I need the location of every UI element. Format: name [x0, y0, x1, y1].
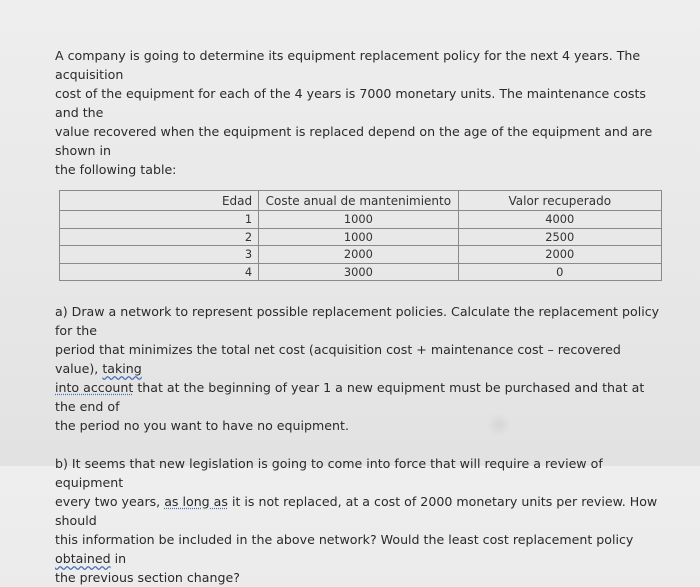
table-row	[60, 211, 662, 229]
part-a-line-1: a) Draw a network to represent possible replacement policies. Calculate the replacement policy for the	[55, 304, 660, 338]
part-b-line-2b: it is not replaced, at a cost of 2000 monetary units per review. How should	[55, 494, 658, 528]
part-a-line-4: the period no you want to have no equipment.	[55, 418, 349, 433]
cost-table	[59, 190, 662, 281]
cell-maintenance: 2000	[259, 246, 458, 264]
part-b-line-3b: in	[114, 551, 127, 566]
part-b-line-2a: every two years,	[55, 494, 161, 509]
intro-line-4: the following table:	[55, 162, 177, 177]
background-smudge	[488, 412, 510, 438]
cell-maintenance: 1000	[259, 211, 458, 229]
cell-recovered: 2500	[458, 228, 661, 246]
intro-line-2: cost of the equipment for each of the 4 years is 7000 monetary units. The maintenance costs and the	[55, 86, 646, 120]
table-header-row	[60, 191, 662, 211]
part-b-line-3: this information be included in the above network? Would the least cost replacement policy	[55, 532, 634, 547]
cell-recovered: 0	[458, 263, 661, 281]
cell-recovered: 2000	[458, 246, 661, 264]
part-b-paragraph	[55, 454, 665, 587]
table-row	[60, 263, 662, 281]
header-edad: Edad	[60, 191, 259, 211]
part-b-underlined-as-long-as: as long as	[164, 494, 228, 509]
table-row	[60, 246, 662, 264]
part-a-underlined-taking: taking	[102, 361, 142, 376]
header-recovered: Valor recuperado	[458, 191, 661, 211]
part-b-line-1: b) It seems that new legislation is going to come into force that will require a review of equipment	[55, 456, 603, 490]
document-body	[55, 46, 665, 587]
part-b-line-4: the previous section change?	[55, 570, 240, 585]
intro-paragraph	[55, 46, 665, 179]
cell-maintenance: 3000	[259, 263, 458, 281]
cell-age: 2	[60, 228, 259, 246]
cell-recovered: 4000	[458, 211, 661, 229]
cell-age: 4	[60, 263, 259, 281]
cell-age: 1	[60, 211, 259, 229]
part-b-underlined-obtained: obtained	[55, 551, 111, 566]
table-row	[60, 228, 662, 246]
cell-age: 3	[60, 246, 259, 264]
header-maintenance: Coste anual de mantenimiento	[259, 191, 458, 211]
part-a-line-3: that at the beginning of year 1 a new equipment must be purchased and that at the end of	[55, 380, 645, 414]
part-a-underlined-into-account: into account	[55, 380, 134, 395]
part-a-line-2: period that minimizes the total net cost (acquisition cost + maintenance cost – recovered value),	[55, 342, 621, 376]
part-a-paragraph	[55, 302, 665, 435]
cell-maintenance: 1000	[259, 228, 458, 246]
intro-line-3: value recovered when the equipment is replaced depend on the age of the equipment and are shown in	[55, 124, 653, 158]
intro-line-1: A company is going to determine its equipment replacement policy for the next 4 years. The acquisition	[55, 48, 641, 82]
